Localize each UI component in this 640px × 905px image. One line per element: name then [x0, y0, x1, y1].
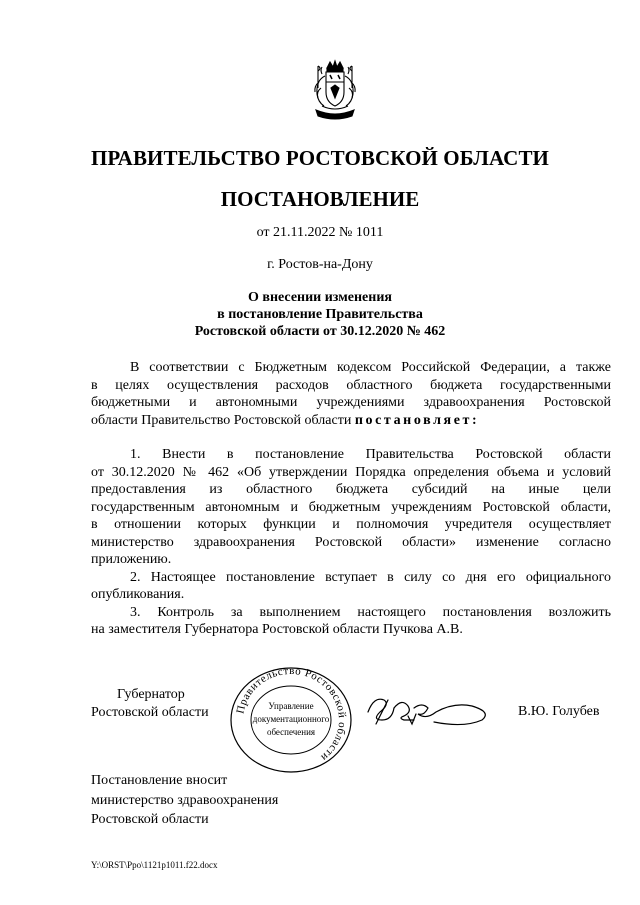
clause-3: [91, 604, 611, 639]
document-date-number: от 21.11.2022 № 1011: [256, 225, 384, 240]
text-line: в отношении которых функции и полномочия учредителя осуществляет: [91, 517, 611, 532]
subject-line: О внесении изменения: [248, 290, 392, 305]
text-line: опубликования.: [91, 587, 185, 602]
submitter-line: Ростовской области: [91, 812, 209, 827]
text-line: министерство здравоохранения Ростовской области» изменение согласно: [91, 534, 611, 550]
text-line: государственным автономным и бюджетным учреждениям Ростовской области,: [91, 499, 611, 515]
coat-of-arms-icon: [310, 58, 360, 126]
clause-1: [91, 446, 611, 569]
decree-word: постановляет:: [354, 412, 480, 428]
document-type: ПОСТАНОВЛЕНИЕ: [220, 187, 420, 211]
preamble-last-line: области Правительство Ростовской области: [91, 412, 352, 428]
signer-name: В.Ю. Голубев: [518, 704, 600, 719]
handwritten-signature-icon: [364, 690, 494, 732]
text-line: 2. Настоящее постановление вступает в силу со дня его официального: [130, 569, 611, 585]
text-line: [91, 412, 611, 430]
signer-position-line: Губернатор: [117, 687, 185, 702]
seal-inner-line: Управление: [268, 701, 314, 711]
submitter-block: [91, 771, 278, 830]
document-subject: [0, 289, 640, 340]
text-line: в целях осуществления расходов областного бюджета государственными: [91, 377, 611, 393]
submitter-line: министерство здравоохранения: [91, 792, 279, 808]
text-line: В соответствии с Бюджетным кодексом Российской Федерации, а также: [130, 360, 611, 375]
subject-line: в постановление Правительства: [217, 307, 423, 322]
subject-line: Ростовской области от 30.12.2020 № 462: [194, 324, 446, 339]
signer-position-line: Ростовской области: [91, 705, 209, 720]
text-line: на заместителя Губернатора Ростовской области Пучкова А.В.: [91, 622, 463, 637]
organization-title: ПРАВИТЕЛЬСТВО РОСТОВСКОЙ ОБЛАСТИ: [91, 146, 549, 170]
paragraph-gap: [91, 429, 611, 446]
file-path-footer: Y:\ORST\Ppo\1121p1011.f22.docx: [91, 860, 218, 870]
text-line: бюджетными и автономными учреждениями здравоохранения Ростовской: [91, 395, 611, 410]
round-stamp-icon: [229, 666, 353, 774]
submitter-line: Постановление вносит: [91, 773, 228, 788]
document-city: г. Ростов-на-Дону: [267, 257, 373, 272]
seal-inner-line: обеспечения: [266, 727, 316, 737]
text-line: предоставления из областного бюджета субсидий на иные цели: [91, 482, 611, 497]
seal-ring-text: Правительство Ростовской области: [234, 666, 349, 764]
text-line: приложению.: [91, 552, 172, 567]
clause-2: [91, 569, 611, 604]
seal-inner-line: документационного: [252, 714, 330, 724]
text-line: 3. Контроль за выполнением настоящего постановления возложить: [130, 604, 611, 620]
text-line: от 30.12.2020 № 462 «Об утверждении Порядка определения объема и условий: [91, 464, 611, 480]
preamble-paragraph: [91, 359, 611, 429]
signer-position: [91, 686, 231, 722]
text-line: 1. Внести в постановление Правительства Ростовской области: [130, 447, 611, 462]
document-body: [91, 359, 611, 639]
